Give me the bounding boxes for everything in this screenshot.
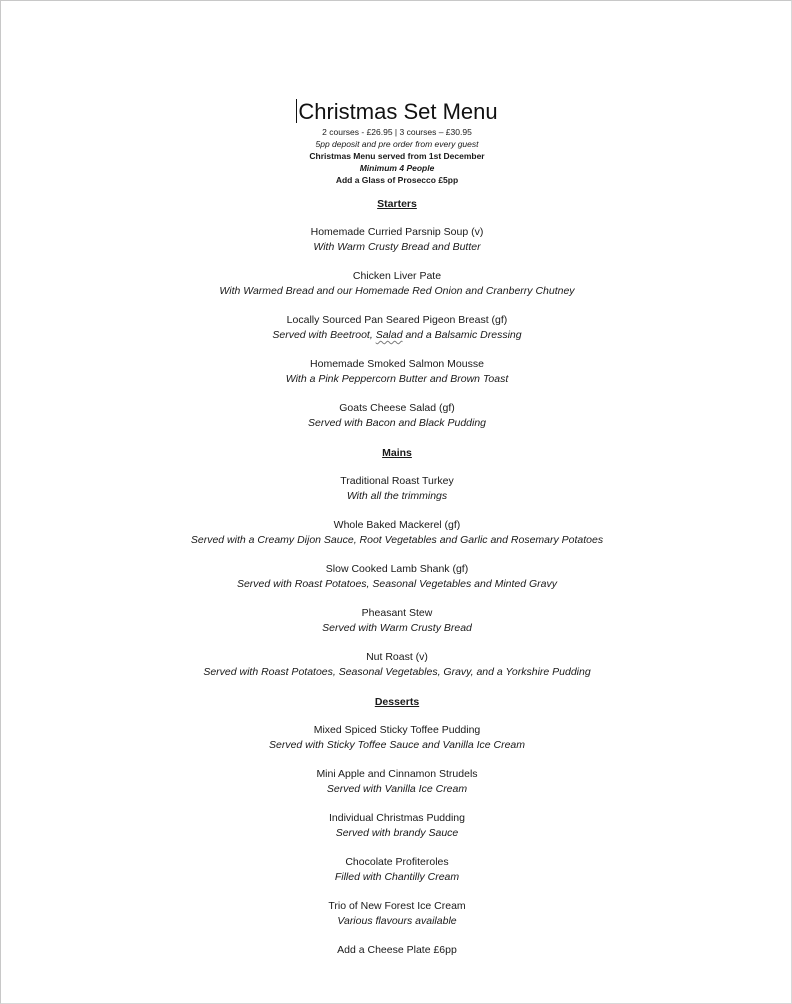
starter-name: Chicken Liver Pate (352, 270, 442, 282)
starter-description: Served with Bacon and Black Pudding (307, 417, 487, 429)
dessert-name: Mini Apple and Cinnamon Strudels (316, 768, 478, 780)
mains-heading: Mains (382, 447, 412, 459)
served-from-info: Christmas Menu served from 1st December (309, 151, 485, 161)
dessert-description: Served with Sticky Toffee Sauce and Vanilla Ice Cream (268, 739, 526, 751)
menu-title: Christmas Set Menu (298, 99, 498, 124)
main-description: With all the trimmings (346, 490, 448, 502)
spellcheck-flagged-word[interactable]: Salad (375, 329, 403, 341)
starter-description: With a Pink Peppercorn Butter and Brown Toast (285, 373, 509, 385)
deposit-info: 5pp deposit and pre order from every guest (315, 139, 479, 149)
main-name: Traditional Roast Turkey (340, 475, 454, 487)
starter-name: Locally Sourced Pan Seared Pigeon Breast (gf) (286, 314, 508, 326)
starter-description: With Warm Crusty Bread and Butter (313, 241, 481, 253)
starter-description: Served with Beetroot, Salad and a Balsamic Dressing (272, 329, 522, 341)
main-name: Slow Cooked Lamb Shank (gf) (325, 563, 469, 575)
dessert-name: Individual Christmas Pudding (329, 812, 465, 824)
desserts-heading: Desserts (374, 696, 420, 708)
prosecco-addon: Add a Glass of Prosecco £5pp (335, 175, 459, 185)
dessert-name: Chocolate Profiteroles (345, 856, 449, 868)
dessert-name: Mixed Spiced Sticky Toffee Pudding (313, 724, 481, 736)
dessert-name: Trio of New Forest Ice Cream (328, 900, 466, 912)
minimum-people-info: Minimum 4 People (359, 163, 435, 173)
starter-name: Homemade Smoked Salmon Mousse (310, 358, 484, 370)
cheese-plate-addon: Add a Cheese Plate £6pp (337, 944, 457, 956)
dessert-description: Served with Vanilla Ice Cream (326, 783, 468, 795)
main-description: Served with Roast Potatoes, Seasonal Vegetables and Minted Gravy (236, 578, 558, 590)
main-name: Nut Roast (v) (366, 651, 428, 663)
starters-heading: Starters (377, 198, 417, 210)
main-description: Served with Roast Potatoes, Seasonal Vegetables, Gravy, and a Yorkshire Pudding (203, 666, 591, 678)
main-description: Served with Warm Crusty Bread (322, 622, 472, 634)
dessert-description: Filled with Chantilly Cream (334, 871, 460, 883)
dessert-description: Served with brandy Sauce (335, 827, 459, 839)
dessert-description: Various flavours available (337, 915, 457, 927)
main-name: Pheasant Stew (361, 607, 433, 619)
price-info: 2 courses - £26.95 | 3 courses – £30.95 (322, 127, 472, 137)
main-name: Whole Baked Mackerel (gf) (333, 519, 461, 531)
starter-description: With Warmed Bread and our Homemade Red Onion and Cranberry Chutney (219, 285, 575, 297)
menu-title-line[interactable] (1, 98, 792, 126)
starter-name: Homemade Curried Parsnip Soup (v) (310, 226, 484, 238)
starter-name: Goats Cheese Salad (gf) (339, 402, 455, 414)
main-description: Served with a Creamy Dijon Sauce, Root Vegetables and Garlic and Rosemary Potatoes (190, 534, 604, 546)
